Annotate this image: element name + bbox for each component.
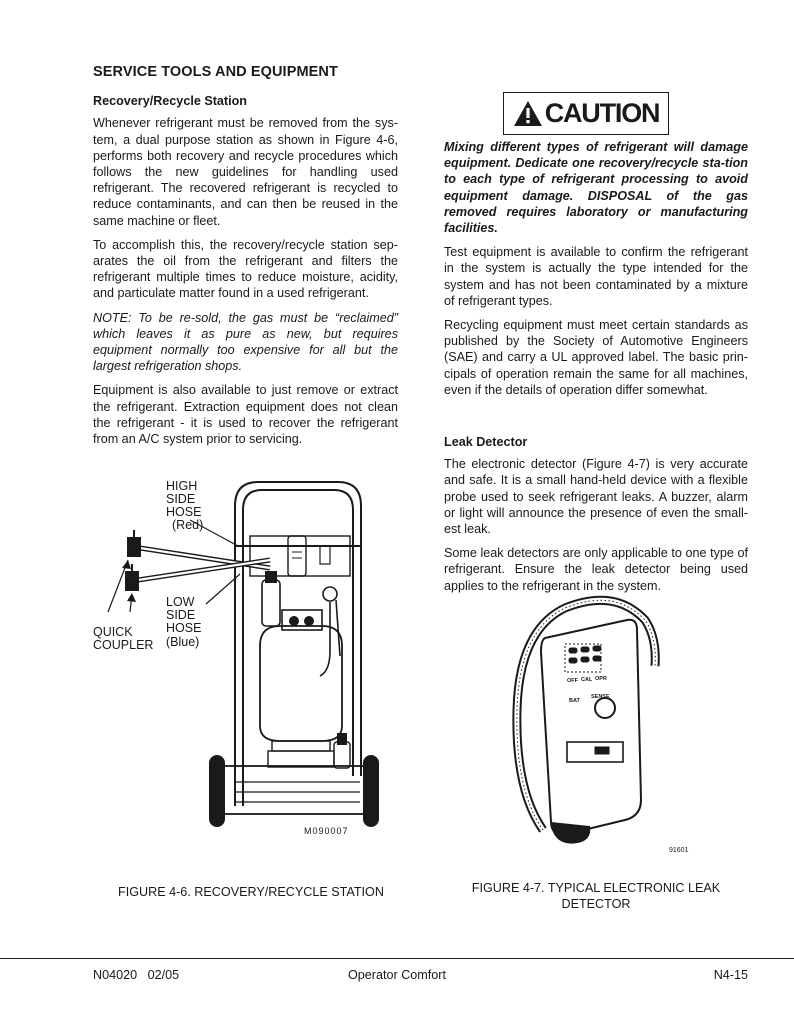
figure7-drawing-code: 91601 [669,847,689,854]
right-wheel [364,756,378,826]
high-hose-label-3: HOSE [166,505,202,519]
recovery-heading: Recovery/Recycle Station [93,94,247,109]
detector-body [541,620,641,835]
figure6-drawing-code: M090007 [304,826,349,836]
low-hose-label-1: LOW [166,595,195,609]
warning-triangle-icon [513,100,543,127]
left-wheel [210,756,224,826]
recovery-paragraph-2: To accomplish this, the recovery/recycle station sep-arates the oil from the refrigerant and filters the refrigerant multiple times to reduce moisture, acidity, and particulate matter found in a used refrigerant. [93,237,398,301]
left-column [93,64,398,455]
leak-paragraph-2: Some leak detectors are only applicable to one type of refrigerant. Ensure the leak detector being used applies to the refrigerant in the system. [444,546,748,593]
figure7-caption-line2: DETECTOR [561,897,631,911]
figure7-caption [444,880,748,912]
footer-doc-number: N04020 02/05 [93,968,180,982]
footer-section: Operator Comfort [348,968,446,982]
leak-paragraph-1: The electronic detector (Figure 4-7) is very accurate and safe. It is a small hand-held device with a flexible probe used to seek refrigerant leaks. A buzzer, alarm or light will announce the presence of even the small-est leak. [444,457,748,537]
recovery-paragraph-1: Whenever refrigerant must be removed from the sys-tem, a dual purpose station as shown in Figure 4-6, performs both recovery and recycle procedures which follows the new guidelines for handling used refrigerant. The recovered refrigerant is recycled to reduce contaminants, and can then be reused in the same machine or fleet. [93,116,398,228]
footer-page-number: N4-15 [713,968,748,982]
footer-rule [0,958,794,959]
right-column [444,92,748,602]
cart-frame [235,482,361,776]
figure7-caption-line1: FIGURE 4-7. TYPICAL ELECTRONIC LEAK [471,881,721,895]
leak-detector-heading: Leak Detector [444,435,528,450]
cal-label: CAL [581,677,593,683]
high-hose-label-1: HIGH [166,479,198,493]
recovery-paragraph-3: Equipment is also available to just remove or extract the refrigerant. Extraction equipment does not clean the refrigerant - it is used to recover the refrigerant from an A/C system prior to servicing. [93,383,398,447]
recovery-note: NOTE: To be re-sold, the gas must be “reclaimed” which leaves it as pure as new, but requires equipment normally too expensive for all but the largest refrigeration shops. [93,310,398,374]
caution-label: CAUTION [544,98,660,129]
high-hose-label-2: SIDE [166,492,196,506]
test-equipment-paragraph: Test equipment is available to confirm the refrigerant in the system is actually the type intended for the system and has not been contaminated by a mixture of refrigerant types. [444,245,748,308]
quick-coupler-label-2: COUPLER [93,638,154,652]
high-hose-label-4: (Red) [172,518,204,532]
low-hose-label-4: (Blue) [166,635,200,649]
off-label: OFF [567,678,578,684]
figure6-caption: FIGURE 4-6. RECOVERY/RECYCLE STATION [118,885,384,899]
quick-coupler-label-1: QUICK [93,625,133,639]
caution-banner [503,92,669,135]
opr-label: OPR [595,676,607,682]
leak-detector-figure [505,590,705,860]
caution-text: Mixing different types of refrigerant will damage equipment. Dedicate one recovery/recycle sta-tion to each type of refrigerant processing to avoid equipment damage. DISPOSAL of the gas removed requires laboratory or manufacturing facilities. [444,140,748,236]
recycling-standards-paragraph: Recycling equipment must meet certain standards as published by the Society of Automotive Engineers (SAE) and carry a UL approved label. The basic prin-cipals of operation remain the same for all machines, even if the details of operation differ somewhat. [444,318,748,397]
bat-label: BAT [569,698,580,704]
low-hose-label-3: HOSE [166,621,202,635]
sense-label: SENSE [591,694,610,700]
recovery-station-figure [90,476,400,846]
section-title: SERVICE TOOLS AND EQUIPMENT [93,64,338,80]
low-hose-label-2: SIDE [166,608,196,622]
